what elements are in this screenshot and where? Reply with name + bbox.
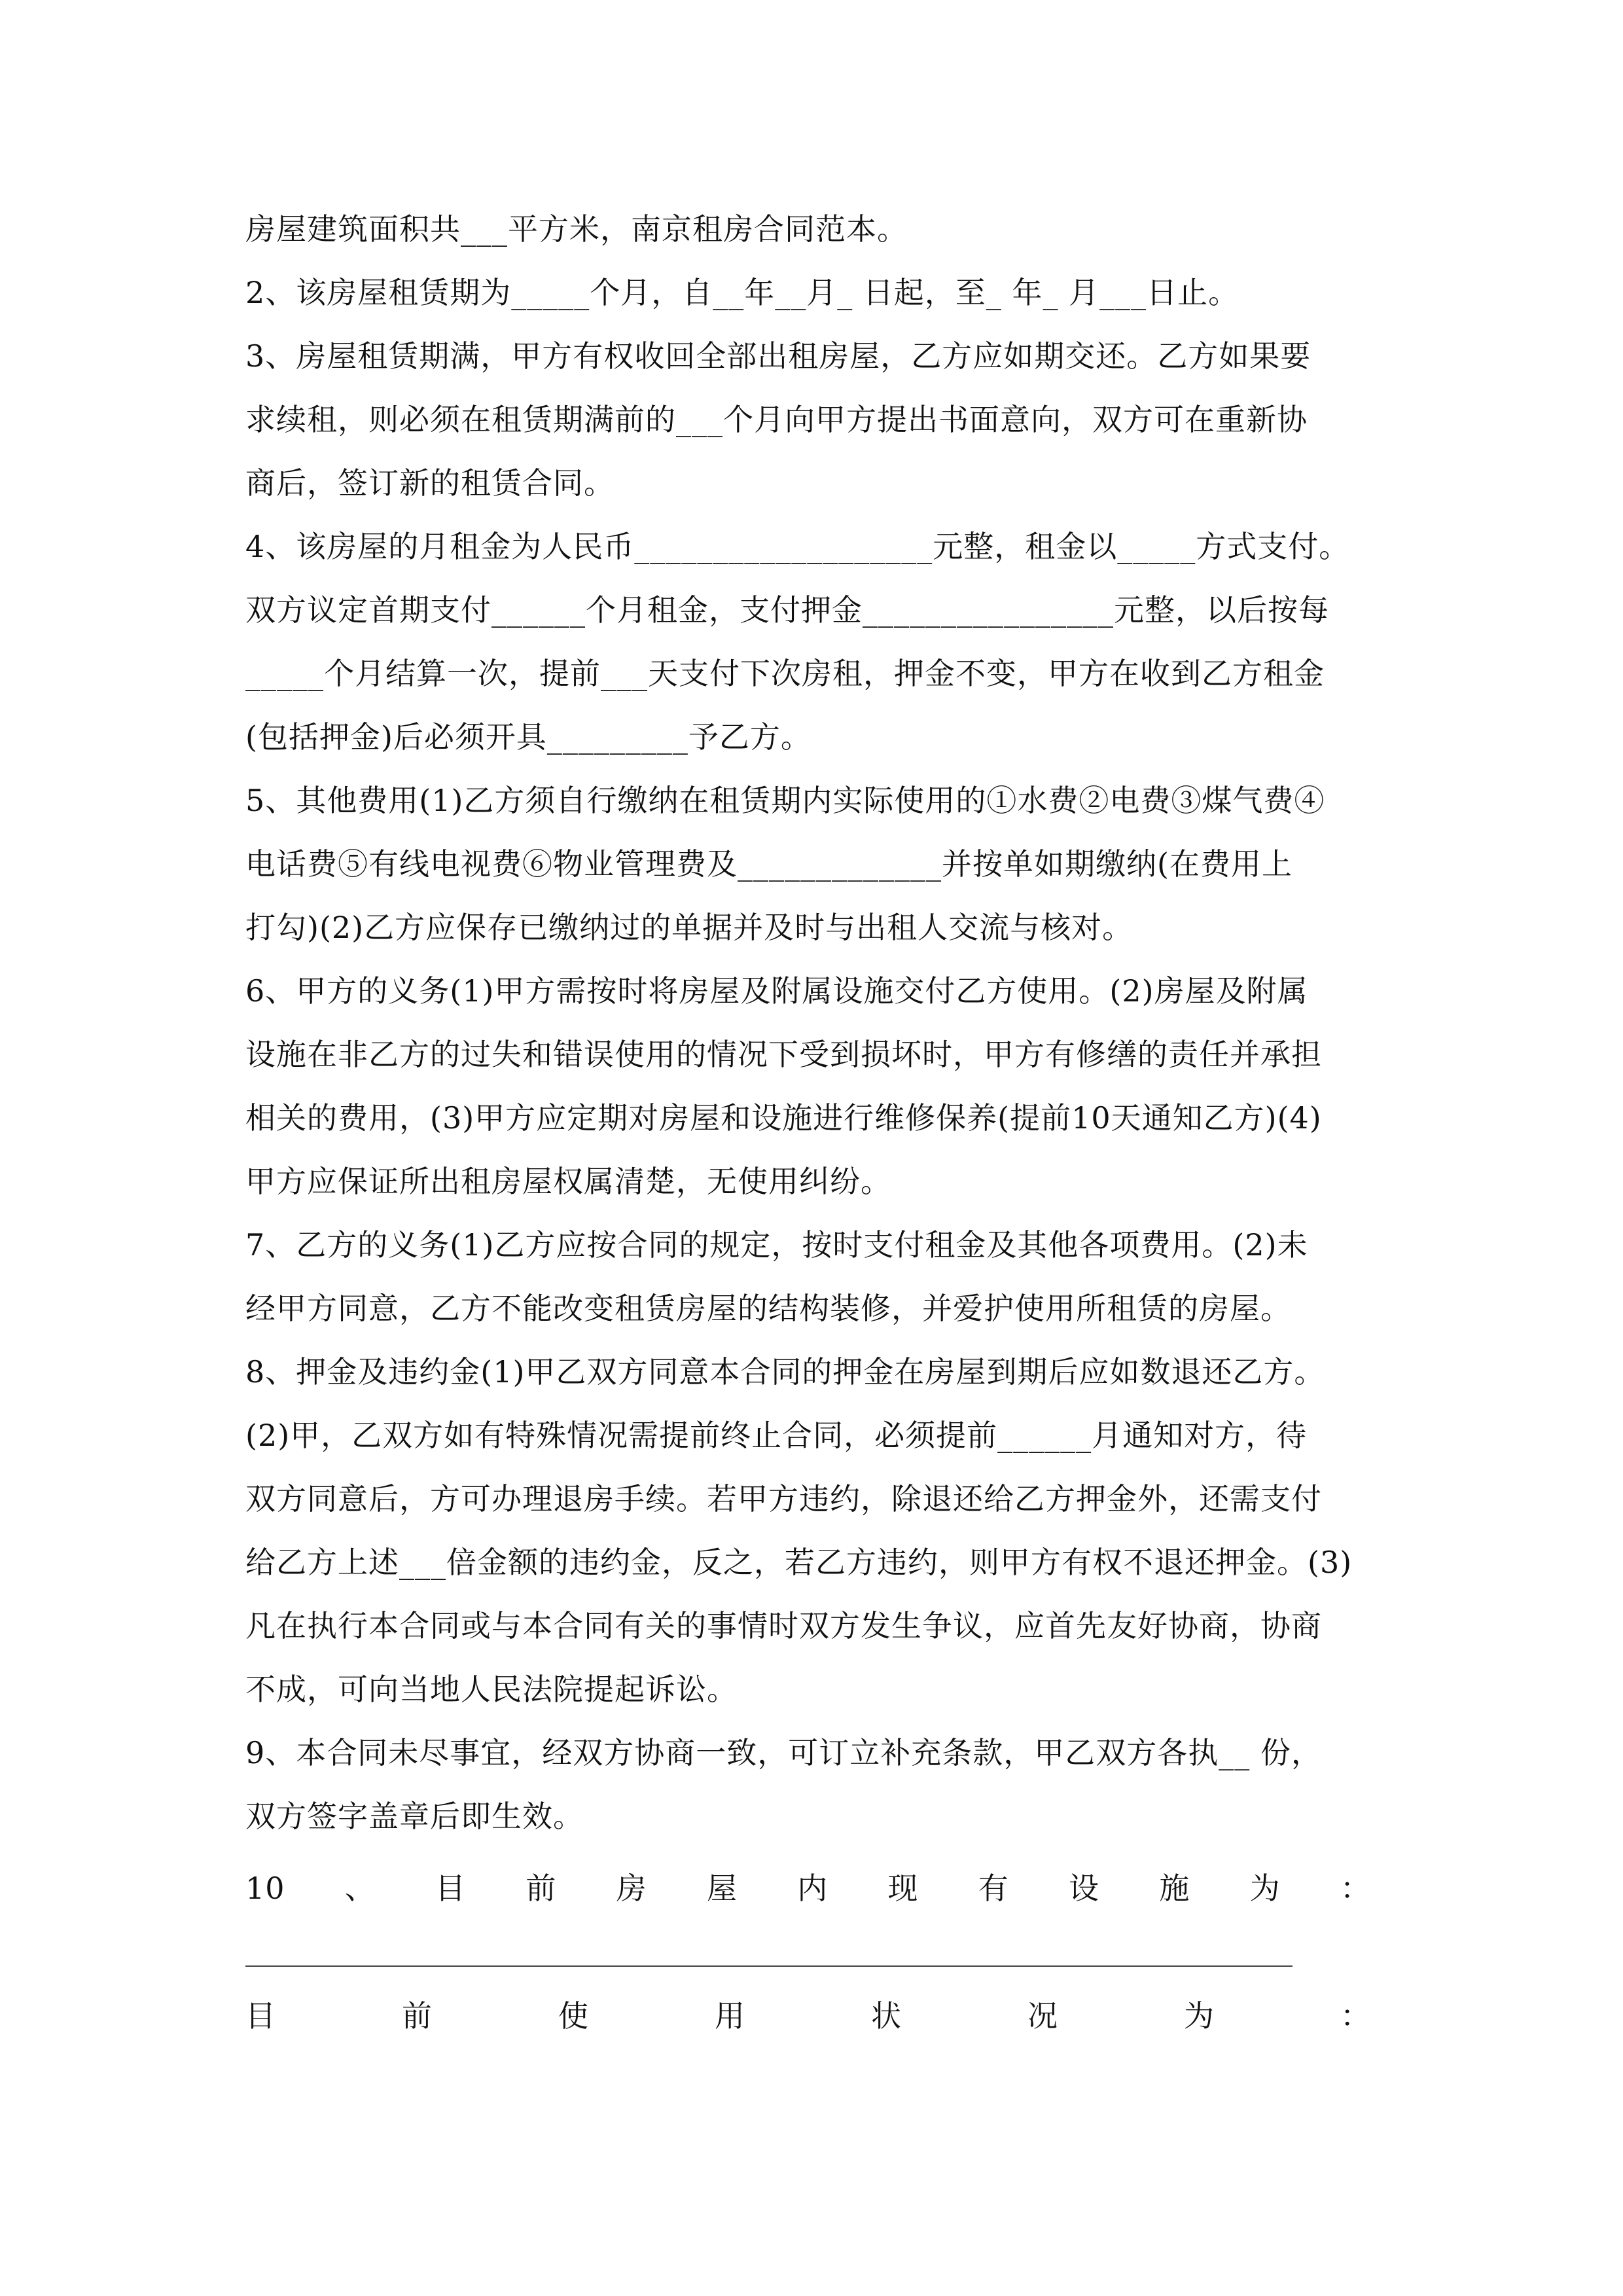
- usage-word: 状: [871, 1998, 902, 2034]
- text-line: 房屋建筑面积共___平方米，南京租房合同范本。: [245, 211, 908, 247]
- text-line: 求续租，则必须在租赁期满前的___个月向甲方提出书面意向，双方可在重新协: [245, 402, 1308, 437]
- text-line: 5、其他费用(1)乙方须自行缴纳在租赁期内实际使用的①水费②电费③煤气费④: [245, 783, 1325, 818]
- facilities-word: 现: [887, 1871, 919, 1906]
- usage-word: 为: [1184, 1998, 1215, 2034]
- text-line: 打勾)(2)乙方应保存已缴纳过的单据并及时与出租人交流与核对。: [245, 910, 1133, 945]
- text-line: 3、房屋租赁期满，甲方有权收回全部出租房屋，乙方应如期交还。乙方如果要: [245, 338, 1311, 374]
- usage-word: 前: [402, 1998, 433, 2034]
- usage-word: 目: [245, 1998, 276, 2034]
- usage-word: 使: [558, 1998, 589, 2034]
- text-line: 凡在执行本合同或与本合同有关的事情时双方发生争议，应首先友好协商，协商: [245, 1608, 1322, 1643]
- text-line: 甲方应保证所出租房屋权属清楚，无使用纠纷。: [245, 1164, 891, 1199]
- text-line: 2、该房屋租赁期为_____个月，自__年__月_ 日起，至_ 年_ 月___日止。: [245, 275, 1240, 310]
- text-line: 6、甲方的义务(1)甲方需按时将房屋及附属设施交付乙方使用。(2)房屋及附属: [245, 973, 1308, 1009]
- facilities-word: ：: [1340, 1871, 1371, 1906]
- facilities-word: 10: [245, 1871, 285, 1906]
- text-line: 9、本合同未尽事宜，经双方协商一致，可订立补充条款，甲乙双方各执__ 份，: [245, 1735, 1322, 1770]
- text-line: 8、押金及违约金(1)甲乙双方同意本合同的押金在房屋到期后应如数退还乙方。: [245, 1354, 1325, 1390]
- text-line: 双方同意后，方可办理退房手续。若甲方违约，除退还给乙方押金外，还需支付: [245, 1481, 1322, 1516]
- facilities-word: 房: [616, 1871, 647, 1906]
- blank-fill-line: [245, 1965, 1293, 1967]
- facilities-word: 设: [1069, 1871, 1100, 1906]
- usage-status-line: [245, 1996, 1384, 2036]
- facilities-word: 内: [797, 1871, 829, 1906]
- usage-word: 用: [715, 1998, 745, 2034]
- text-line: 商后，签订新的租赁合同。: [245, 465, 615, 501]
- text-line: (2)甲，乙双方如有特殊情况需提前终止合同，必须提前______月通知对方，待: [245, 1418, 1308, 1453]
- text-line: (包括押金)后必须开具_________予乙方。: [245, 719, 812, 755]
- facilities-line: [245, 1869, 1384, 1908]
- facilities-word: 为: [1249, 1871, 1281, 1906]
- usage-word: ：: [1340, 1998, 1371, 2034]
- text-line: 给乙方上述___倍金额的违约金，反之，若乙方违约，则甲方有权不退还押金。(3): [245, 1545, 1353, 1580]
- facilities-word: 前: [526, 1871, 557, 1906]
- text-line: 不成，可向当地人民法院提起诉讼。: [245, 1672, 738, 1707]
- text-line: 相关的费用，(3)甲方应定期对房屋和设施进行维修保养(提前10天通知乙方)(4): [245, 1100, 1322, 1136]
- facilities-word: 施: [1159, 1871, 1190, 1906]
- facilities-word: 有: [978, 1871, 1009, 1906]
- text-line: 电话费⑤有线电视费⑥物业管理费及_____________并按单如期缴纳(在费用上: [245, 846, 1293, 882]
- text-line: 双方议定首期支付______个月租金，支付押金________________元整，以后按每: [245, 592, 1329, 628]
- facilities-word: 、: [344, 1871, 376, 1906]
- facilities-word: 目: [435, 1871, 467, 1906]
- text-line: 经甲方同意，乙方不能改变租赁房屋的结构装修，并爱护使用所租赁的房屋。: [245, 1291, 1291, 1326]
- text-line: 设施在非乙方的过失和错误使用的情况下受到损坏时，甲方有修缮的责任并承担: [245, 1037, 1322, 1072]
- text-line: 4、该房屋的月租金为人民币___________________元整，租金以_____方式支付。: [245, 529, 1350, 564]
- facilities-word: 屋: [706, 1871, 738, 1906]
- text-line: 双方签字盖章后即生效。: [245, 1799, 584, 1834]
- text-line: _____个月结算一次，提前___天支付下次房租，押金不变，甲方在收到乙方租金: [245, 656, 1325, 691]
- text-line: 7、乙方的义务(1)乙方应按合同的规定，按时支付租金及其他各项费用。(2)未: [245, 1227, 1308, 1263]
- usage-word: 况: [1027, 1998, 1058, 2034]
